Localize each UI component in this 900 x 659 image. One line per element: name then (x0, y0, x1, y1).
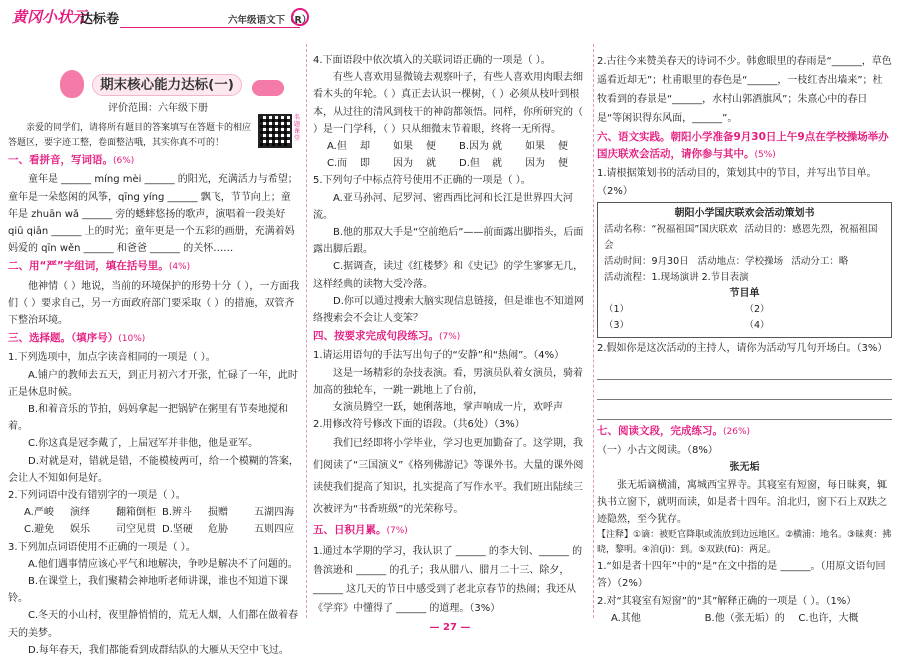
poem-text: 张无垢谪横浦，寓城西宝界寺。其寝室有短窗，每日昧爽，辄执书立窗下，就明而读，如是者十四年。洎北归，窗下石上双趺之迹隐然，至今犹存。 (597, 479, 887, 526)
q5-b: B.他的那双大手是“空前绝后”——前面露出脚指头，后面露出脚后跟。 (313, 227, 584, 256)
section-5-title: 五、日积月累。(7%) (313, 524, 408, 537)
q3-2: 2.下列词语中没有错别字的一项是（ ）。 (8, 490, 186, 502)
series-label: 达标卷 (80, 12, 120, 27)
q3-3-c: C.冬天的小山村，夜里静悄悄的，荒无人烟，人们都在做着春天的美梦。 (8, 610, 299, 639)
q7-2: 2.对“其寝室有短窗”的“其”解释正确的一项是（ ）。（1%） (597, 595, 857, 607)
q5-1: 1.通过本学期的学习，我认识了 ______ 的李大钊、______ 的鲁滨逊和 ______ 的孔子；我从腊八、腊月二十三、除夕，______ 这几天的节日中感受到了老北京春节的热闹；我还从《学弈》中懂得了 ______ 的道理。（3%） (313, 545, 583, 614)
q3-3-a: A.他们遇事情应该心平气和地解决，争吵是解决不了问题的。 (28, 558, 298, 570)
column-left (8, 100, 300, 659)
column-divider (593, 44, 594, 618)
program-list-title: 节目单 (729, 287, 760, 299)
header-rule (120, 27, 300, 28)
page-number: — 27 — (429, 622, 471, 633)
plan-row-3: 活动流程：1.现场演讲 2.节目表演 (604, 271, 749, 283)
q5-a: A.亚马孙河、尼罗河、密西西比河和长江是世界四大河流。 (313, 192, 573, 221)
q4-1: 1.请运用语句的手法写出句子的“安静”和“热闹”。（4%） (313, 350, 565, 362)
poem-title: 张无垢 (729, 462, 760, 474)
q6-1: 1.请根据策划书的活动目的，策划其中的节目，并写出节目单。（2%） (597, 168, 877, 197)
plan-row-2: 活动时间：9月30日 活动地点：学校操场 活动分工：略 (604, 255, 849, 267)
q3-1-d: D.对就是对，错就是错，不能模棱两可，给一个模糊的答案，会让人不知如何是好。 (8, 455, 299, 484)
q3-2-row-2: C.避免 娱乐 司空见贯 D.坚硬 危胁 五则四应 (24, 524, 294, 536)
poem-note: 【注释】①谪：被贬官降职或流放到边远地区。②横浦：地名。③昧爽：拂晓，黎明。④洎(jì)：到。⑤双趺(fū)：两足。 (597, 530, 892, 556)
brand-logo: 黄冈小状元 (12, 8, 88, 26)
side-tag: 名题课堂 (294, 114, 301, 142)
q4: 4.下面语段中依次填入的关联词语正确的一项是（ ）。 (313, 55, 551, 66)
swirl-icon (291, 8, 309, 26)
q5-2: 2.古往今来赞美春天的诗词不少。韩愈眼里的春雨是“______，草色遥看近却无”；杜甫眼里的春色是“______，一枝红杏出墙来”；杜牧看到的春景是“______，水村山郭酒旗风”；朱熹心中的春日是“等闲识得东风面，______”。 (597, 56, 892, 124)
plan-title: 朝阳小学国庆联欢会活动策划书 (674, 207, 815, 219)
plan-row-1: 活动名称：“祝福祖国”国庆联欢会 活动目的：感恩先烈，祝福祖国 (604, 223, 878, 251)
column-middle (313, 52, 591, 618)
q3-3-b: B.在课堂上，我们聚精会神地听老师讲课，谁也不知道下课铃。 (8, 576, 289, 605)
q4-1-passage-2: 女演员腾空一跃，她俐落地，掌声响成一片，欢呼声 (333, 402, 563, 414)
q3-1-c: C.你这真是冠李戴了，上届冠军并非他，他是亚军。 (28, 438, 259, 450)
page-header (0, 0, 900, 50)
q3-1: 1.下列选项中，加点字读音相同的一项是（ ）。 (8, 352, 216, 364)
s2-passage: 他神情（ ）地说，当前的环境保护的形势十分（ ），一方面我们（ ）要求自己，另一方面政府部门要采取（ ）的措施，双管齐下整治环境。 (8, 280, 300, 327)
section-4-title: 四、按要求完成句段练习。(7%) (313, 330, 461, 343)
section-7-title: 七、阅读文段，完成练习。(26%) (597, 425, 751, 438)
q6-2: 2.假如你是这次活动的主持人，请你为活动写几句开场白。（3%） (597, 342, 888, 354)
q3-1-b: B.和着音乐的节拍，妈妈拿起一把锅铲在粥里有节奏地搅和着。 (8, 404, 289, 433)
sub-section-1: （一）小古文阅读。（8%） (597, 445, 718, 457)
section-2-title: 二、用“严”字组词，填在括号里。(4%) (8, 260, 191, 273)
q7-2-options: A.其他 B.他（张无垢）的 C.也许，大概 (611, 612, 859, 624)
grade-label: 六年级语文下（R） (228, 15, 312, 26)
plan-box (597, 202, 892, 338)
section-1-title: 一、看拼音，写词语。(6%) (8, 154, 135, 167)
answer-lines[interactable] (597, 361, 892, 421)
q7-1: 1.“如是者十四年”中的“是”在文中指的是 ______。（用原文语句回答）（2%） (597, 561, 886, 590)
q3-3-d: D.每年春天，我们都能看到成群结队的大雁从天空中飞过。 (28, 644, 289, 656)
q5: 5.下列句子中标点符号使用不正确的一项是（ ）。 (313, 175, 531, 187)
q4-1-passage: 这是一场精彩的杂技表演。看，男演员队着女演员，骑着加高的独轮车，一跳一跳地上了台前， (313, 367, 583, 396)
q3-1-a: A.铺户的教师去五天，到正月初六才开张，忙碌了一年，此时正是休息时候。 (8, 369, 298, 398)
q4-options-1: A.但 却 如果 便 B.因为 就 如果 便 (327, 141, 568, 153)
q4-options-2: C.而 即 因为 就 D.但 就 因为 便 (327, 158, 568, 170)
q3-3: 3.下列加点词语使用不正确的一项是（ ）。 (8, 541, 196, 553)
s1-passage: 童年是 ______ míng mèi ______ 的阳光，充满活力与希望；童年是一朵悠闲的风筝，qīng yíng ______ 飘飞，节节向上；童年是 zhuān wǎ ______ 旁的蟋蟀悠扬的歌声，演唱着一段美好 qiū qiān ______ 上的时光；童年更是一个五彩的画册，充满着妈妈爱的 qīn wěn ______ 和爸爸 ______ 的关怀…… (8, 174, 298, 255)
program-row-1: （1） （2） (604, 303, 770, 315)
section-6-title: 六、语文实践。朝阳小学准备9月30日上午9点在学校操场举办国庆联欢会活动，请你参与其中。(5%) (597, 131, 889, 161)
q4-2: 2.用修改符号修改下面的语段。（共6处）（3%） (313, 419, 525, 431)
q4-2-passage: 我们已经即将小学毕业，学习也更加勤奋了。这学期，我们阅读了“三国演义”《格列佛游记》等课外书。大量的课外阅读使我们提高了知识，扎实提高了写作水平。我们班出陆续三次被评为“书香班级”的光荣称号。 (313, 438, 584, 516)
column-right (597, 52, 892, 627)
section-3-title: 三、选择题。（填序号）(10%) (8, 332, 146, 345)
q4-passage: 有些人喜欢用显微镜去观察叶子，有些人喜欢用肉眼去细看木头的年轮。（ ）真正去认识一棵树，（ ）必须从枝叶到根本，从过往的清风到枝干的神韵都领悟。同样，你所研究的（ ）是一门学科，（ ）只从细微末节着眼，终将一无所得。 (313, 72, 583, 135)
q5-c: C.据调查，读过《红楼梦》和《史记》的学生寥寥无几，这样经典的读物大受冷落。 (313, 261, 584, 290)
airplane-icon (252, 80, 284, 96)
q3-2-row-1: A.严峻 演绎 翻箱倒柜 B.辨斗 损赠 五湖四海 (24, 507, 294, 519)
intro-text: 亲爱的同学们，请将所有题目的答案填写在答题卡的相应答题区，要字迹工整，卷面整洁哦，其实你真不可的！ (8, 123, 252, 149)
balloon-icon (60, 70, 84, 98)
scope-text: 评价范围：六年级下册 (108, 103, 208, 114)
column-divider (306, 44, 307, 618)
q5-d: D.你可以通过搜索大脑实现信息链接，但是谁也不知道网络搜索会不会让人变笨？ (313, 295, 584, 325)
page-title: 期末核心能力达标(一) (92, 74, 242, 96)
program-row-2: （3） （4） (604, 319, 770, 331)
